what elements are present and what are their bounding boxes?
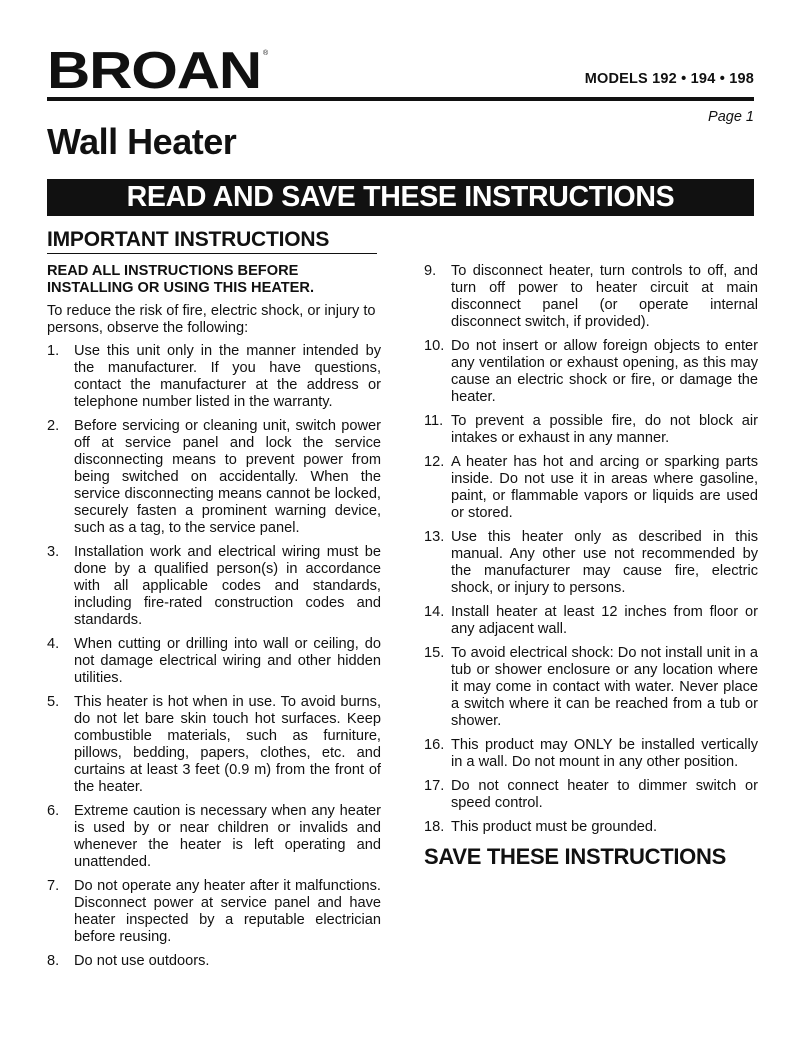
item-number: 17. <box>424 778 445 794</box>
item-text: Do not use outdoors. <box>74 953 210 969</box>
item-text: This heater is hot when in use. To avoid burns, do not let bare skin touch hot surfaces. Keep combustible materials, such as furniture, pillows, bedding, papers, clothes, etc. and curtains at least 3 feet (0.9 m) from the front of the heater. <box>74 694 381 795</box>
page-number: Page 1 <box>708 109 754 125</box>
section-heading: IMPORTANT INSTRUCTIONS <box>47 228 377 254</box>
list-item <box>47 544 381 629</box>
list-item <box>424 737 758 771</box>
item-number: 10. <box>424 338 445 354</box>
list-item <box>424 604 758 638</box>
item-number: 14. <box>424 604 445 620</box>
item-text: Install heater at least 12 inches from floor or any adjacent wall. <box>451 604 758 637</box>
item-number: 3. <box>47 544 60 560</box>
item-text: This product must be grounded. <box>451 819 658 835</box>
page-title: Wall Heater <box>47 121 237 162</box>
list-item <box>47 878 381 946</box>
list-item <box>424 413 758 447</box>
item-number: 11. <box>424 413 444 429</box>
item-number: 7. <box>47 878 60 894</box>
item-text: Installation work and electrical wiring must be done by a qualified person(s) in accordance with all applicable codes and standards, including fire-rated construction codes and standards. <box>74 544 381 628</box>
list-item <box>47 953 381 970</box>
list-item <box>47 418 381 537</box>
item-text: Use this heater only as described in this manual. Any other use not recommended by the manufacturer may cause fire, electric shock, or injury to persons. <box>451 529 758 596</box>
item-text: Extreme caution is necessary when any heater is used by or near children or invalids and whenever the heater is left operating and unattended. <box>74 803 381 870</box>
read-save-banner: READ AND SAVE THESE INSTRUCTIONS <box>47 179 754 216</box>
list-item <box>47 803 381 871</box>
item-text: When cutting or drilling into wall or ceiling, do not damage electrical wiring and other hidden utilities. <box>74 636 381 686</box>
item-text: To disconnect heater, turn controls to off, and turn off power to heater circuit at main disconnect panel (or operate internal disconnect switch, if provided). <box>451 263 758 330</box>
broan-logo <box>47 46 271 96</box>
list-item <box>47 636 381 687</box>
left-column <box>47 263 381 977</box>
list-item <box>424 778 758 812</box>
item-text: To prevent a possible fire, do not block air intakes or exhaust in any manner. <box>451 413 758 446</box>
lead-text: READ ALL INSTRUCTIONS BEFORE INSTALLING OR USING THIS HEATER. <box>47 263 315 296</box>
header-rule <box>47 97 754 101</box>
list-item <box>47 694 381 796</box>
list-item <box>47 343 381 411</box>
item-text: Do not connect heater to dimmer switch or speed control. <box>451 778 758 811</box>
item-text: Do not operate any heater after it malfunctions. Disconnect power at service panel and have heater inspected by a reputable electrician before reusing. <box>74 878 381 945</box>
item-number: 9. <box>424 263 437 279</box>
list-item <box>424 338 758 406</box>
item-number: 15. <box>424 645 445 661</box>
item-number: 18. <box>424 819 445 835</box>
list-item <box>424 645 758 730</box>
models-label: MODELS 192 • 194 • 198 <box>584 71 754 87</box>
item-number: 12. <box>424 454 445 470</box>
broan-logo-mark <box>47 46 271 96</box>
item-number: 8. <box>47 953 60 969</box>
svg-text:®: ® <box>263 50 269 57</box>
item-number: 1. <box>47 343 60 359</box>
item-text: To avoid electrical shock: Do not install unit in a tub or shower enclosure or any location where it may come in contact with water. Never place a switch where it can be reached from a tub or shower. <box>451 645 758 729</box>
save-instructions-heading: SAVE THESE INSTRUCTIONS <box>424 844 726 869</box>
item-number: 2. <box>47 418 60 434</box>
list-item <box>424 819 758 836</box>
item-text: A heater has hot and arcing or sparking parts inside. Do not use it in areas where gasoline, paint, or flammable vapors or liquids are used or stored. <box>451 454 758 521</box>
svg-text:BROAN: BROAN <box>47 46 261 96</box>
list-item <box>424 529 758 597</box>
item-number: 5. <box>47 694 60 710</box>
item-text: Use this unit only in the manner intended by the manufacturer. If you have questions, contact the manufacturer at the address or telephone number listed in the warranty. <box>74 343 381 410</box>
item-text: This product may ONLY be installed vertically in a wall. Do not mount in any other position. <box>451 737 758 770</box>
list-item <box>424 263 758 331</box>
item-number: 4. <box>47 636 60 652</box>
item-number: 13. <box>424 529 445 545</box>
item-text: Before servicing or cleaning unit, switch power off at service panel and lock the service disconnecting means to prevent power from being switched on accidentally. When the service disconnecting means cannot be locked, securely fasten a prominent warning device, such as a tag, to the service panel. <box>74 418 381 536</box>
item-number: 16. <box>424 737 445 753</box>
list-item <box>424 454 758 522</box>
item-text: Do not insert or allow foreign objects to enter any ventilation or exhaust opening, as this may cause an electric shock or fire, or damage the heater. <box>451 338 758 405</box>
intro-text: To reduce the risk of fire, electric shock, or injury to persons, observe the following: <box>47 303 376 336</box>
right-column <box>424 263 758 869</box>
item-number: 6. <box>47 803 60 819</box>
